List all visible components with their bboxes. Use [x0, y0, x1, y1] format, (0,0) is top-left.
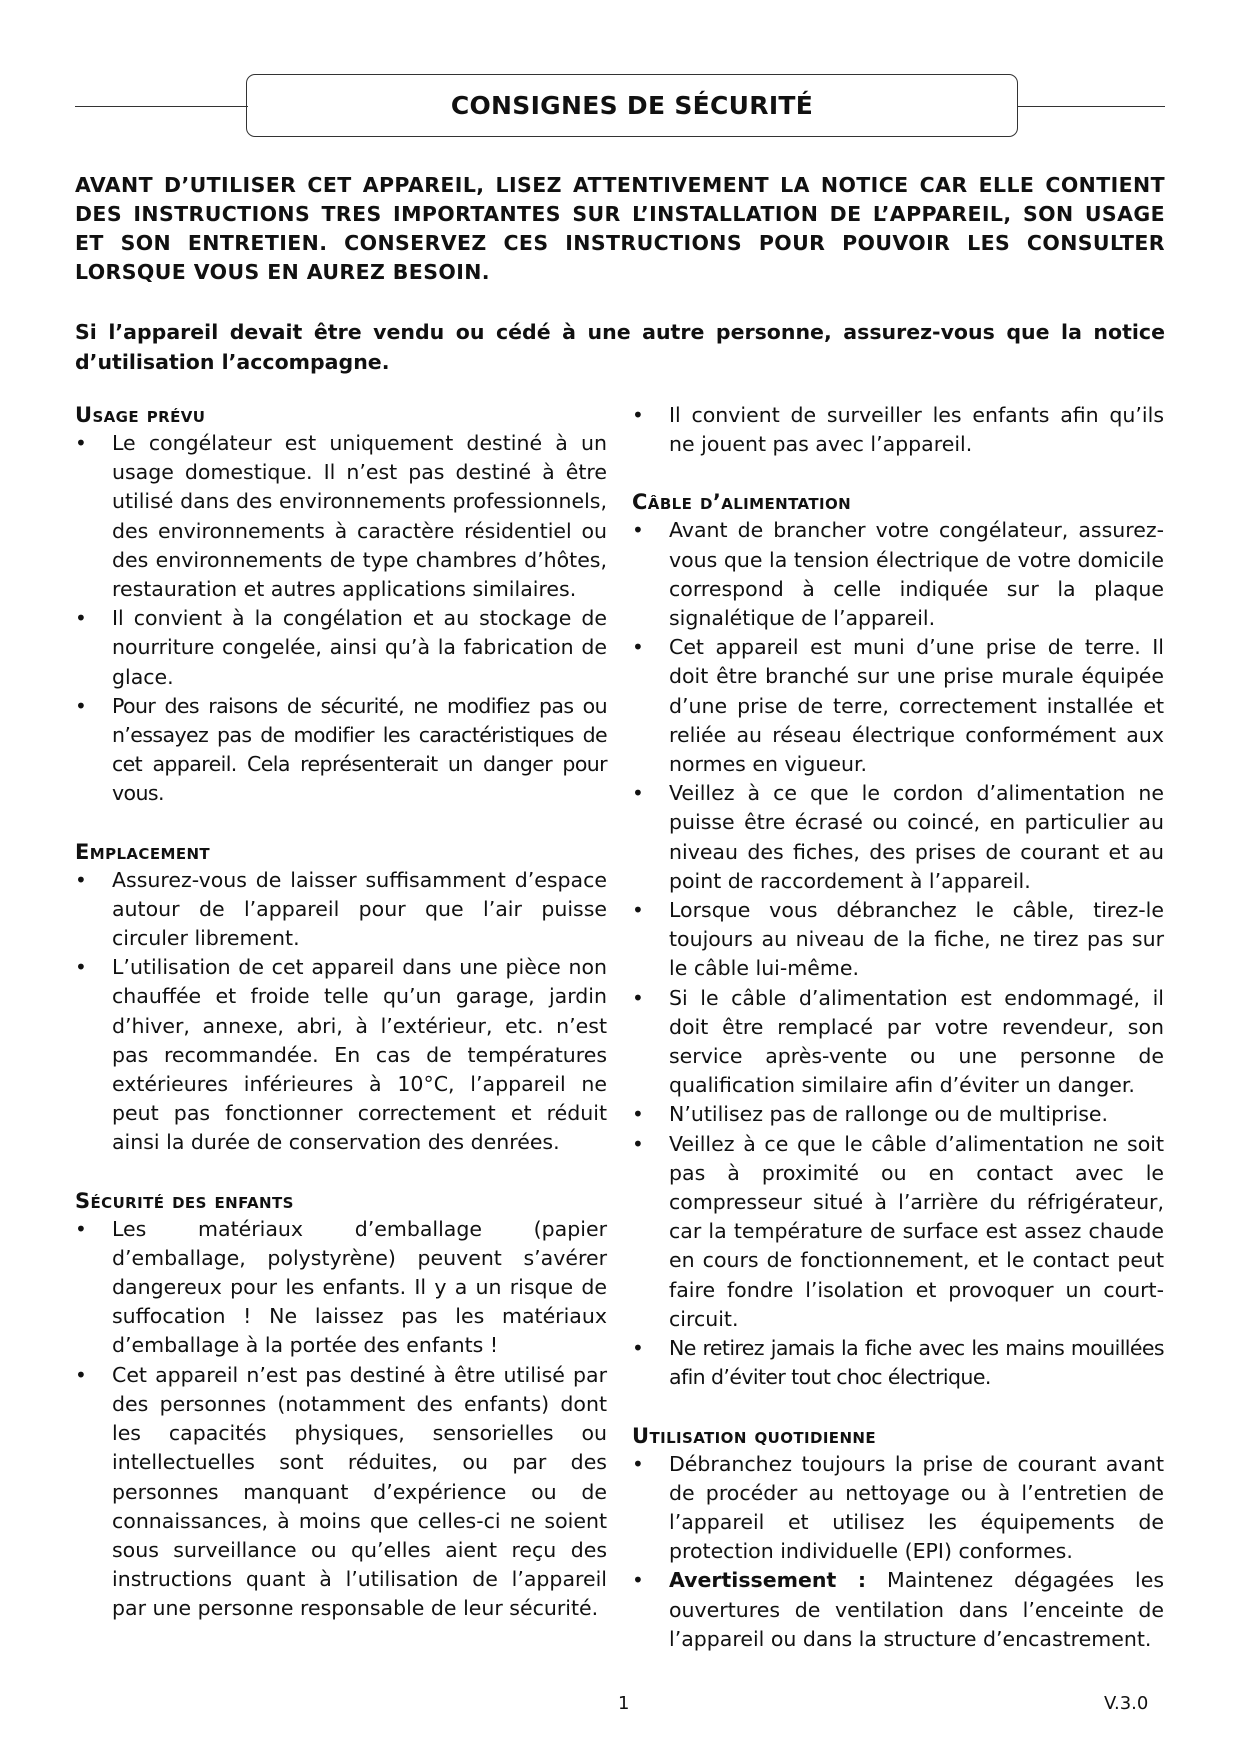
version-label: V.3.0 [1104, 1693, 1149, 1714]
section-heading: Usage prévu [75, 403, 206, 427]
section-heading: Emplacement [75, 839, 211, 864]
page-number: 1 [618, 1693, 630, 1714]
list-item: • Il convient à la congélation et au stockage de nourriture congelée, ainsi qu’à la fabrication de glace. [75, 604, 607, 692]
section-heading: Utilisation quotidienne [632, 1423, 877, 1448]
list-item: • Les matériaux d’emballage (papier d’emballage, polystyrène) peuvent s’avérer dangereux pour les enfants. Il y a un risque de suffocation ! Ne laissez pas les matériaux d’emballage à la portée des enfants ! [75, 1215, 607, 1361]
bullet-list [75, 866, 607, 1158]
section-utilisation [632, 1422, 1164, 1654]
bullet-list [75, 429, 607, 809]
section-heading: Câble d’alimentation [632, 490, 852, 515]
section-emplacement [75, 838, 607, 1158]
list-item: • L’utilisation de cet appareil dans une pièce non chauffée et froide telle qu’un garage, jardin d’hiver, annexe, abri, à l’extérieur, etc. n’est pas recommandée. En cas de températures extérieures inférieures à 10°C, l’appareil ne peut pas fonctionner correctement et réduit ainsi la durée de conservation des denrées. [75, 953, 607, 1157]
section-heading: Sécurité des enfants [75, 1188, 294, 1213]
list-item: • Assurez-vous de laisser suffisamment d’espace autour de l’appareil pour que l’air puisse circuler librement. [75, 866, 607, 954]
bullet-list [632, 1450, 1164, 1654]
list-item: • Si le câble d’alimentation est endommagé, il doit être remplacé par votre revendeur, son service après-vente ou une personne de qualification similaire afin d’éviter un danger. [632, 984, 1164, 1101]
list-item: • Ne retirez jamais la fiche avec les mains mouillées afin d’éviter tout choc électrique. [632, 1334, 1164, 1392]
list-item: • Débranchez toujours la prise de courant avant de procéder au nettoyage ou à l’entretien de l’appareil et utilisez les équipements de protection individuelle (EPI) conformes. [632, 1450, 1164, 1567]
list-item: • Veillez à ce que le cordon d’alimentation ne puisse être écrasé ou coincé, en particulier au niveau des fiches, des prises de courant et au point de raccordement à l’appareil. [632, 779, 1164, 896]
left-column [75, 401, 607, 1624]
warning-item [632, 1566, 1164, 1654]
list-item: • Lorsque vous débranchez le câble, tirez-le toujours au niveau de la fiche, ne tirez pas sur le câble lui-même. [632, 896, 1164, 984]
list-item: • Avant de brancher votre congélateur, assurez-vous que la tension électrique de votre domicile correspond à celle indiquée sur la plaque signalétique de l’appareil. [632, 516, 1164, 633]
section-cable [632, 488, 1164, 1392]
section-enfants [75, 1187, 607, 1624]
bullet-list [632, 516, 1164, 1392]
right-column [632, 401, 1164, 1654]
title-rule-left [75, 106, 248, 107]
list-item: • Cet appareil est muni d’une prise de terre. Il doit être branché sur une prise murale équipée d’une prise de terre, correctement installée et reliée au réseau électrique conformément aux normes en vigueur. [632, 633, 1164, 779]
list-item: • N’utilisez pas de rallonge ou de multiprise. [632, 1100, 1164, 1129]
list-item: • Veillez à ce que le câble d’alimentation ne soit pas à proximité ou en contact avec le compresseur situé à l’arrière du réfrigérateur, car la température de surface est assez chaude en cours de fonctionnement, et le contact peut faire fondre l’isolation et provoquer un court-circuit. [632, 1130, 1164, 1334]
section-usage [75, 401, 607, 809]
page-title: CONSIGNES DE SÉCURITÉ [450, 91, 814, 120]
bullet-list [632, 401, 1164, 459]
list-item: • Il convient de surveiller les enfants afin qu’ils ne jouent pas avec l’appareil. [632, 401, 1164, 459]
list-item: • Le congélateur est uniquement destiné à un usage domestique. Il n’est pas destiné à être utilisé dans des environnements professionnels, des environnements à caractère résidentiel ou des environnements de type chambres d’hôtes, restauration et autres applications similaires. [75, 429, 607, 604]
resale-note: Si l’appareil devait être vendu ou cédé à une autre personne, assurez-vous que la notice d’utilisation l’accompagne. [75, 320, 1165, 374]
intro-warning: AVANT D’UTILISER CET APPAREIL, LISEZ ATTENTIVEMENT LA NOTICE CAR ELLE CONTIENT DES INSTRUCTIONS TRES IMPORTANTES SUR L’INSTALLATION DE L’APPAREIL, SON USAGE ET SON ENTRETIEN. CONSERVEZ CES INSTRUCTIONS POUR POUVOIR LES CONSULTER LORSQUE VOUS EN AUREZ BESOIN. [75, 173, 1165, 284]
list-item: • Cet appareil n’est pas destiné à être utilisé par des personnes (notamment des enfants) dont les capacités physiques, sensorielles ou intellectuelles sont réduites, ou par des personnes manquant d’expérience ou de connaissances, à moins que celles-ci ne soient sous surveillance ou qu’elles aient reçu des instructions quant à l’utilisation de l’appareil par une personne responsable de leur sécurité. [75, 1361, 607, 1624]
bullet-list [75, 1215, 607, 1624]
title-box [246, 74, 1018, 137]
warning-text: Maintenez dégagées les ouvertures de ventilation dans l’enceinte de l’appareil ou dans la structure d’encastrement. [669, 1568, 1164, 1651]
list-item: • Pour des raisons de sécurité, ne modifiez pas ou n’essayez pas de modifier les caractéristiques de cet appareil. Cela représenterait un danger pour vous. [75, 692, 607, 809]
title-rule-right [1018, 106, 1165, 107]
warning-label: Avertissement : [669, 1568, 867, 1593]
